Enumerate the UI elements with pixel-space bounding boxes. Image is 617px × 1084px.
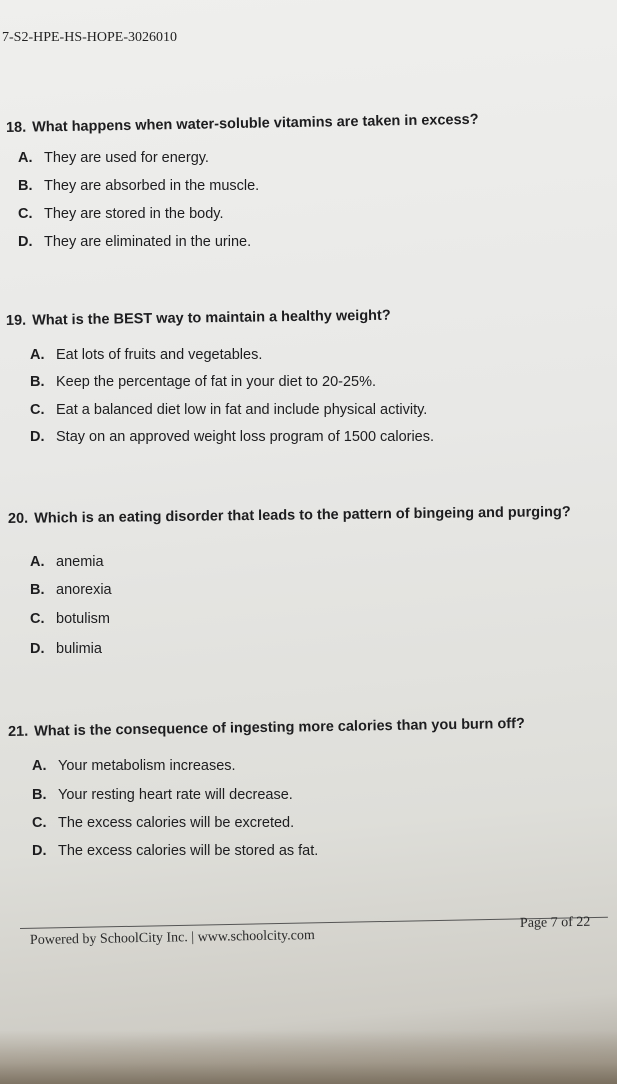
footer-powered-by[interactable]: Powered by SchoolCity Inc. | www.schoolcity.com: [29, 928, 315, 948]
answer-option[interactable]: A. They are used for energy.: [18, 150, 209, 166]
answer-option[interactable]: D. bulimia: [30, 641, 102, 657]
answer-option[interactable]: A. Eat lots of fruits and vegetables.: [30, 347, 263, 363]
answer-option[interactable]: D. Stay on an approved weight loss program of 1500 calories.: [30, 429, 435, 445]
answer-option[interactable]: C. The excess calories will be excreted.: [32, 815, 295, 831]
answer-option[interactable]: A. Your metabolism increases.: [32, 758, 236, 774]
question-number: 19.: [5, 312, 27, 329]
question-19-text: 19. What is the BEST way to maintain a healthy weight?: [5, 307, 391, 329]
answer-option[interactable]: C. They are stored in the body.: [18, 206, 224, 222]
answer-option[interactable]: B. Keep the percentage of fat in your diet to 20-25%.: [30, 374, 377, 390]
question-number: 18.: [5, 119, 27, 136]
answer-option[interactable]: A. anemia: [30, 554, 104, 570]
answer-option[interactable]: D. The excess calories will be stored as fat.: [32, 843, 319, 859]
question-21-text: 21. What is the consequence of ingesting more calories than you burn off?: [7, 715, 525, 740]
question-20-text: 20. Which is an eating disorder that leads to the pattern of bingeing and purging?: [7, 504, 571, 527]
answer-option[interactable]: B. Your resting heart rate will decrease.: [32, 787, 293, 803]
answer-option[interactable]: B. They are absorbed in the muscle.: [18, 178, 260, 194]
header-code: 7-S2-HPE-HS-HOPE-3026010: [2, 30, 177, 45]
answer-option[interactable]: C. botulism: [30, 611, 110, 627]
answer-option[interactable]: B. anorexia: [30, 582, 112, 598]
question-18-text: 18. What happens when water-soluble vitamins are taken in excess?: [5, 111, 479, 136]
desk-surface: [0, 1030, 617, 1084]
answer-option[interactable]: C. Eat a balanced diet low in fat and include physical activity.: [30, 402, 428, 418]
answer-option[interactable]: D. They are eliminated in the urine.: [18, 234, 252, 250]
page-number: Page 7 of 22: [519, 914, 591, 931]
question-number: 21.: [7, 723, 29, 740]
question-number: 20.: [7, 510, 29, 527]
